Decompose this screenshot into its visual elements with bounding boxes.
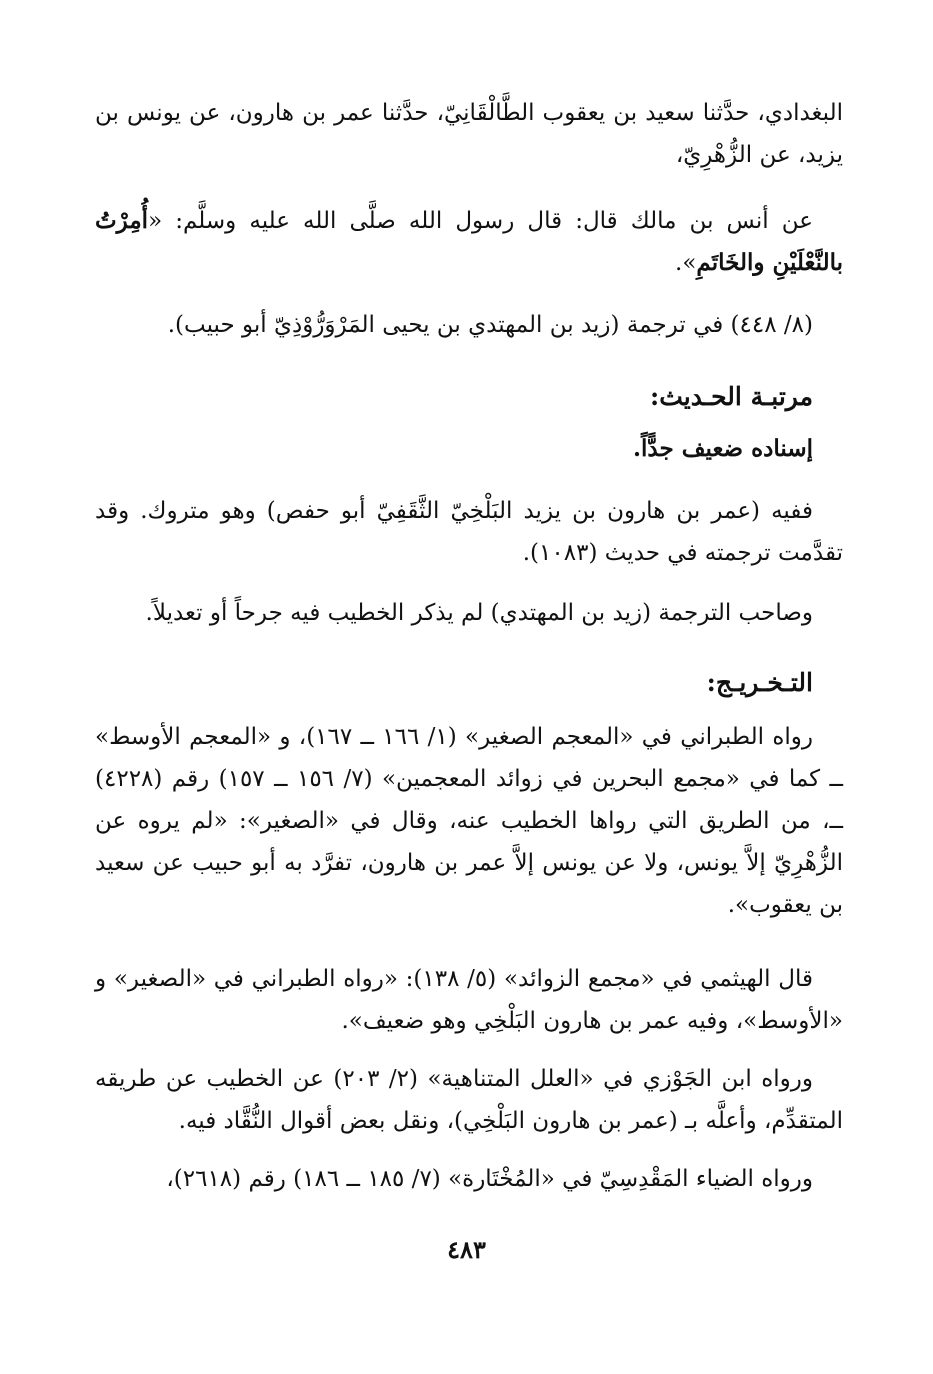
paragraph-ibn-jawzi: ورواه ابن الجَوْزي في «العلل المتناهية» (٢/ ٢٠٣) عن الخطيب عن طريقه المتقدِّم، وأعلَّه بـ (عمر بن هارون البَلْخِي)، ونقل بعض أقوال النُّقَّاد فيه. [95, 1066, 843, 1134]
hadith-matn: أُمِرْتُ بالنَّعْلَيْنِ والخَاتَمِ [95, 207, 843, 276]
paragraph-grading: إسناده ضعيف جدًّاً. [633, 435, 813, 462]
hadith-end: ». [675, 250, 697, 276]
paragraph-diya-maqdisi: ورواه الضياء المَقْدِسِيّ في «المُخْتَارة» (٧/ ١٨٥ ــ ١٨٦) رقم (٢٦١٨)، [166, 1166, 813, 1192]
paragraph-haythami: قال الهيثمي في «مجمع الزوائد» (٥/ ١٣٨): «رواه الطبراني في «الصغير» و «الأوسط»، وفيه عمر بن هارون البَلْخِي وهو ضعيف». [95, 966, 843, 1034]
page-number: ٤٨٣ [447, 1235, 486, 1264]
paragraph-source-reference: (٨/ ٤٤٨) في ترجمة (زيد بن المهتدي بن يحيى المَرْوَرُّوْذِيّ أبو حبيب). [167, 312, 813, 338]
heading-hadith-rank: مرتبـة الحـديث: [649, 382, 813, 411]
paragraph-tabarani: رواه الطبراني في «المعجم الصغير» (١/ ١٦٦ ــ ١٦٧)، و «المعجم الأوسط» ــ كما في «مجمع البحرين في زوائد المعجمين» (٧/ ١٥٦ ــ ١٥٧) رقم (٤٢٢٨) ــ، من الطريق التي رواها الخطيب عنه، وقال في «الصغير»: «لم يروه عن الزُّهْرِيّ إلاَّ يونس، ولا عن يونس إلاَّ عمر بن هارون، تفرَّد به أبو حبيب عن سعيد بن يعقوب». [95, 724, 843, 918]
hadith-intro: عن أنس بن مالك قال: قال رسول الله صلَّى الله عليه وسلَّم: « [148, 208, 813, 234]
paragraph-subject-biography: وصاحب الترجمة (زيد بن المهتدي) لم يذكر الخطيب فيه جرحاً أو تعديلاً. [145, 600, 813, 626]
paragraph-chain: البغدادي، حدَّثنا سعيد بن يعقوب الطَّالْقَانِيّ، حدَّثنا عمر بن هارون، عن يونس بن يزيد، عن الزُّهْرِيّ، [95, 100, 843, 168]
heading-takhrij: التـخـريـج: [706, 668, 813, 697]
paragraph-narrator-weakness: ففيه (عمر بن هارون بن يزيد البَلْخِيّ الثَّقَفِيّ أبو حفص) وهو متروك. وقد تقدَّمت ترجمته في حديث (١٠٨٣). [95, 498, 843, 566]
paragraph-hadith-text [95, 200, 843, 284]
